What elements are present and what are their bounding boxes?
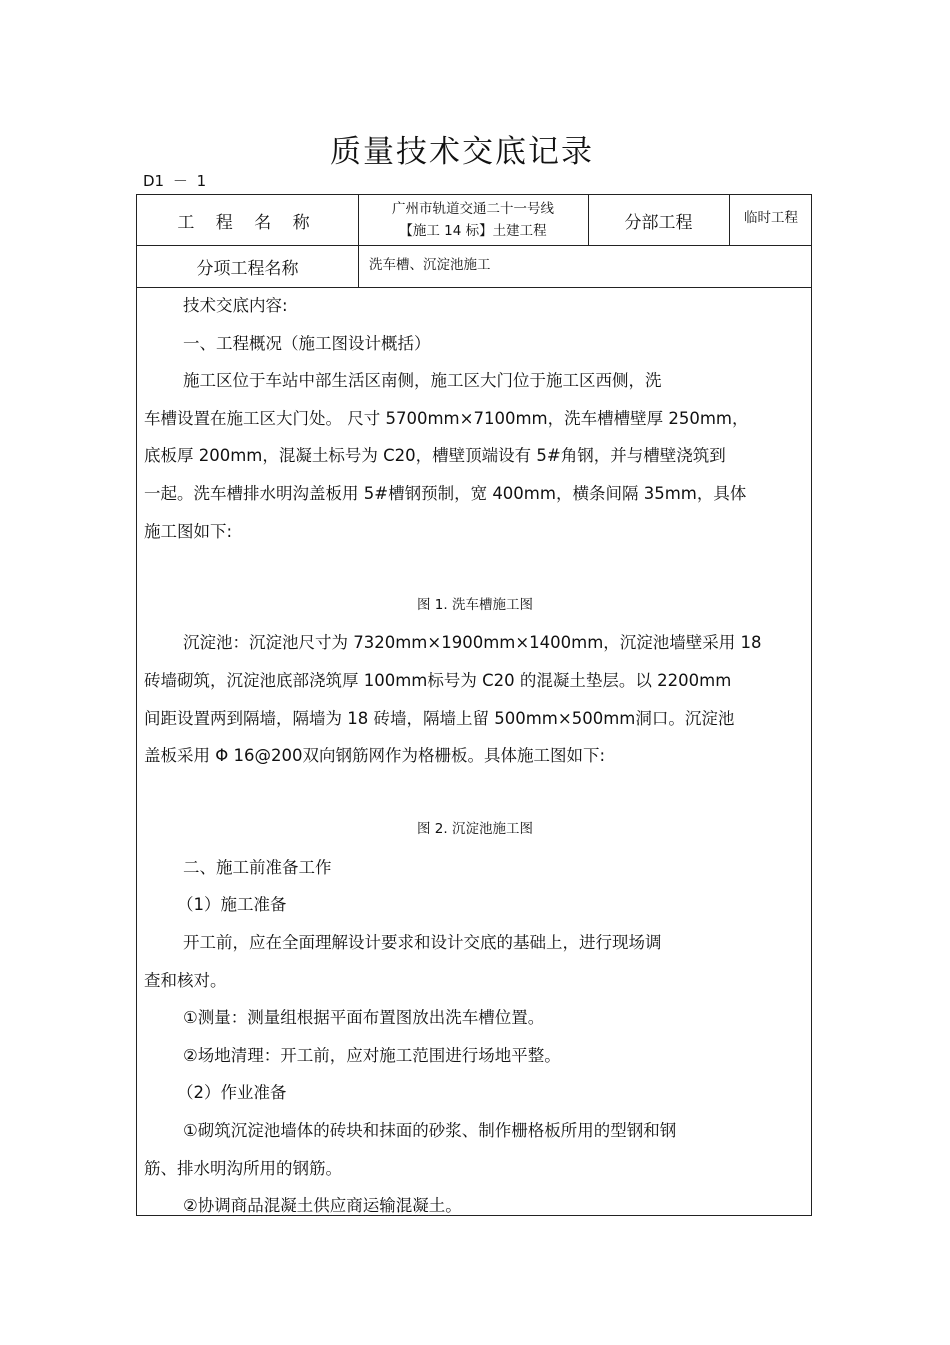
paragraph-line: 一起。洗车槽排水明沟盖板用 5#槽钢预制，宽 400mm，横条间隔 35mm，具体 [144, 484, 747, 503]
list-item: ②场地清理：开工前，应对施工范围进行场地平整。 [183, 1046, 561, 1065]
paragraph-line: 施工图如下: [144, 522, 233, 541]
paragraph-line: 底板厚 200mm，混凝土标号为 C20，槽壁顶端设有 5#角钢，并与槽壁浇筑到 [144, 446, 726, 465]
list-item: ②协调商品混凝土供应商运输混凝土。 [183, 1196, 462, 1215]
subitem-value: 洗车槽、沉淀池施工 [369, 257, 491, 273]
figure-1-caption: 图 1. 洗车槽施工图 [417, 597, 533, 613]
division-label: 分部工程 [624, 212, 693, 233]
paragraph-line: 砖墙砌筑，沉淀池底部浇筑厚 100mm标号为 C20 的混凝土垫层。以 2200mm [144, 671, 732, 690]
section-2-title: 二、施工前准备工作 [183, 858, 332, 877]
document-number: D1 － 1 [143, 172, 207, 190]
section-2-subtitle-2: （2）作业准备 [177, 1083, 287, 1102]
row-divider [137, 287, 811, 288]
subitem-label: 分项工程名称 [196, 258, 299, 279]
project-name-label: 工 程 名 称 [177, 212, 318, 233]
paragraph-line: 间距设置两到隔墙，隔墙为 18 砖墙，隔墙上留 500mm×500mm洞口。沉淀池 [144, 709, 735, 728]
page-title: 质量技术交底记录 [330, 134, 594, 170]
project-name-value [358, 195, 588, 245]
content-heading: 技术交底内容: [183, 296, 288, 315]
project-name-line1: 广州市轨道交通二十一号线 [392, 201, 554, 217]
paragraph-line: 筋、排水明沟所用的钢筋。 [144, 1159, 342, 1178]
paragraph-line: ①砌筑沉淀池墙体的砖块和抹面的砂浆、制作栅格板所用的型钢和钢 [183, 1121, 677, 1140]
paragraph-line: 沉淀池：沉淀池尺寸为 7320mm×1900mm×1400mm，沉淀池墙壁采用 18 [183, 633, 762, 652]
paragraph-line: 查和核对。 [144, 971, 227, 990]
paragraph-line: 开工前，应在全面理解设计要求和设计交底的基础上，进行现场调 [183, 933, 662, 952]
record-table [136, 194, 812, 1216]
section-2-subtitle-1: （1）施工准备 [177, 895, 287, 914]
paragraph-line: 盖板采用 Φ 16@200双向钢筋网作为格栅板。具体施工图如下: [144, 746, 606, 765]
paragraph-line: 车槽设置在施工区大门处。 尺寸 5700mm×7100mm，洗车槽槽壁厚 250mm， [144, 409, 749, 428]
section-1-title: 一、工程概况（施工图设计概括） [183, 334, 431, 353]
division-value: 临时工程 [744, 210, 798, 226]
project-name-line2: 【施工 14 标】土建工程 [399, 223, 547, 239]
figure-2-caption: 图 2. 沉淀池施工图 [417, 821, 533, 837]
list-item: ①测量：测量组根据平面布置图放出洗车槽位置。 [183, 1008, 545, 1027]
paragraph-line: 施工区位于车站中部生活区南侧，施工区大门位于施工区西侧，洗 [183, 371, 662, 390]
